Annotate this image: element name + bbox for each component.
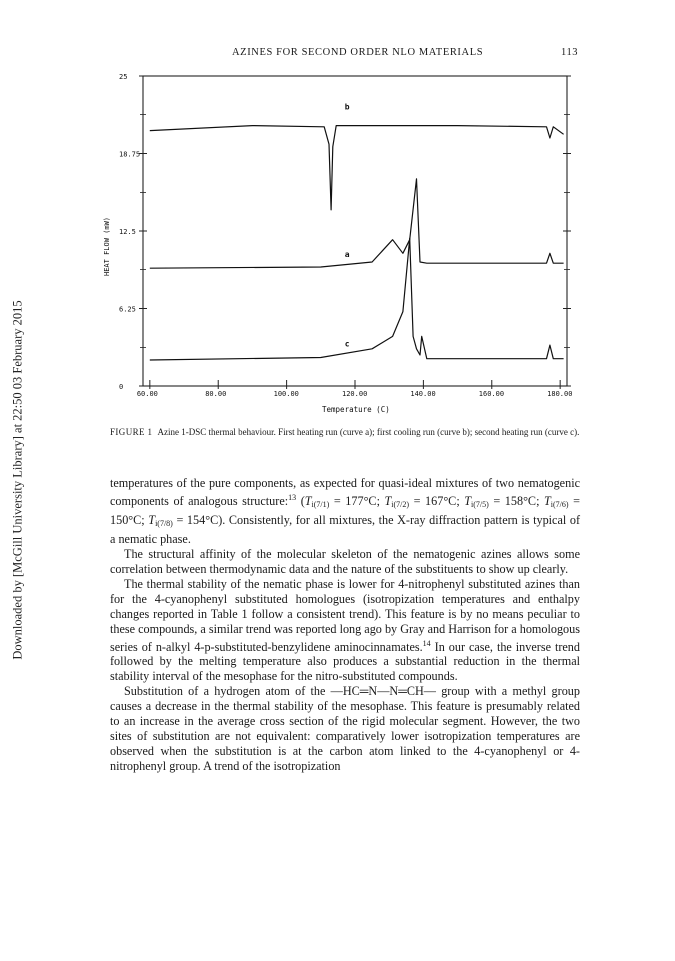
running-head-title: AZINES FOR SECOND ORDER NLO MATERIALS [232, 47, 484, 58]
series-b-line [150, 126, 564, 210]
figure-label: FIGURE 1 [110, 427, 153, 437]
series-a-label: a [344, 250, 350, 260]
x-tick-label: 160.00 [478, 390, 505, 398]
series-c-line [150, 238, 564, 360]
x-tick-label: 100.00 [273, 390, 299, 398]
temperature-value: = 167°C; [409, 493, 465, 508]
x-tick-label: 140.00 [410, 390, 436, 398]
download-watermark-text: Downloaded by [McGill University Library] at 22:50 03 February 2015 [10, 300, 25, 660]
temperature-subscript: i(7/6) [550, 499, 569, 509]
y-tick-label: 0 [119, 383, 124, 391]
dsc-chart [95, 72, 595, 422]
y-tick-label: 25 [119, 73, 128, 81]
body-text [110, 476, 580, 774]
temperature-subscript: i(7/8) [155, 518, 173, 528]
page-number: 113 [561, 47, 579, 58]
figure-caption [110, 427, 580, 438]
temperature-symbol: T [464, 493, 472, 508]
running-head [0, 47, 675, 63]
x-tick-label: 60.00 [136, 390, 158, 398]
paragraph-3: The thermal stability of the nematic phase is lower for 4-nitrophenyl substituted azines than for the 4-cyanophenyl substituted homologues (isotropization temperatures and enthalpy changes reported in Table 1 follow a consistent trend). This feature is by no means peculiar to these compounds, a similar trend was reported long ago by Gray and Harrison for a homologous series of n-alkyl 4-p-substituted-benzylidene aminocinnamates.$^{14}$ In our case, the inverse trend followed by the melting temperature also produces a substantial reduction in the thermal stability interval of the mesophase for the nitro-substituted compounds. [110, 576, 580, 684]
temperature-value: = 177°C; [329, 493, 385, 508]
temperature-symbol: T [384, 493, 392, 508]
temperature-value: = 158°C; [488, 493, 544, 508]
figure-caption-text: Azine 1-DSC thermal behaviour. First heating run (curve a); first cooling run (curve b); second heating run (curve c). [157, 427, 580, 437]
x-tick-label: 80.00 [205, 390, 227, 398]
y-tick-label: 12.5 [119, 228, 136, 236]
series-c-label: c [344, 339, 350, 349]
y-axis-label: HEAT FLOW (mW) [103, 216, 111, 276]
plot-frame [143, 76, 567, 386]
paragraph-2: The structural affinity of the molecular skeleton of the nematogenic azines allows some correlation between thermodynamic data and the nature of the substituents to show up clearly. [110, 546, 580, 576]
temperature-subscript: i(7/1) [311, 499, 330, 509]
temperature-value: = 154°C). [172, 512, 226, 527]
temperature-symbol: T [148, 512, 156, 527]
series-a-line [150, 179, 564, 268]
x-tick-label: 180.00 [547, 390, 573, 398]
temperature-subscript: i(7/5) [471, 499, 489, 509]
temperature-value: = 150°C; [110, 493, 580, 527]
paragraph-4: Substitution of a hydrogen atom of the —HC═N—N═CH— group with a methyl group causes a decrease in the thermal stability of the mesophase. This feature is presumably related to an increase in the average cross section of the rigid molecular segment. However, the two sites of substitution are not equivalent: comparatively lower isotropization temperatures are observed when the substitution is at the carbon atom linked to the 4-cyanophenyl or 4-nitrophenyl group. A trend of the isotropization [110, 684, 580, 774]
series-b-label: b [344, 102, 350, 112]
y-tick-label: 18.75 [119, 150, 141, 159]
paragraph-1: temperatures of the pure components, as expected for quasi-ideal mixtures of two nematogenic components of analogous structure:$^{13}$ ($T_{i(7/1)} = 177^\circ C$; $T_{i(7/2)} = 167^\circ C$; $T_{i(7/5)} = 158^\circ C$; $T_{i(7/6)} = 150^\circ C$; $T_{i(7/8)} = 154^\circ C$). Consistently, for all mixtures, the X-ray diffraction pattern is typical of a nematic phase. [110, 476, 580, 546]
y-tick-label: 6.25 [119, 305, 136, 314]
temperature-subscript: i(7/2) [391, 499, 410, 509]
x-axis-label: Temperature (C) [322, 405, 390, 414]
temperature-symbol: T [304, 493, 312, 508]
x-tick-label: 120.00 [342, 390, 368, 398]
temperature-symbol: T [544, 493, 551, 508]
